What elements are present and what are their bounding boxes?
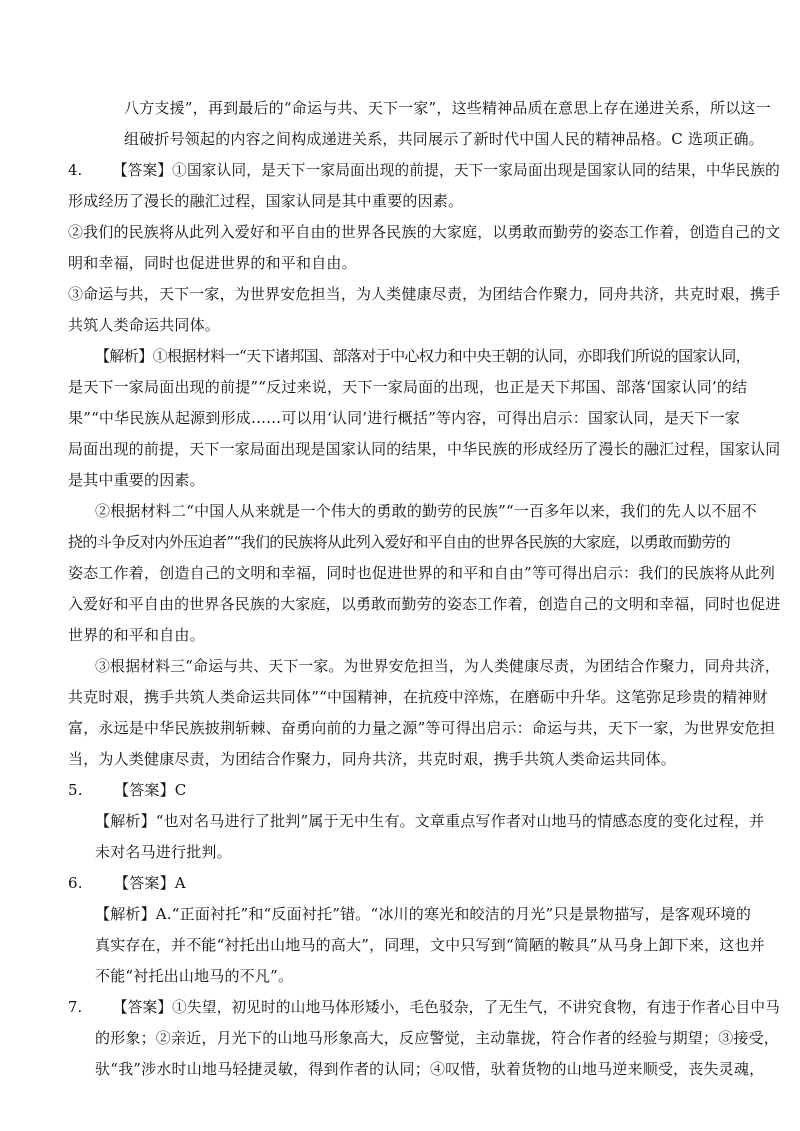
answer-text: 【答案】①失望，初见时的山地马体形矮小，毛色驳杂，了无生气，不讲究食物，有违于作者心目中马 — [112, 998, 780, 1016]
answer-text: 【答案】A — [114, 874, 186, 892]
text-line: 明和幸福，同时也促进世界的和平和自由。 — [68, 254, 357, 272]
question-number: 7. — [68, 998, 83, 1016]
analysis-text: 【解析】①根据材料一“天下诸邦国、部落对于中心权力和中央王朝的认同，亦即我们所说的国家认同， — [95, 347, 751, 365]
text-line: 挠的斗争反对内外压迫者”“我们的民族将从此列入爱好和平自由的世界各民族的大家庭，以勇敢而勤劳的 — [68, 533, 731, 551]
text-line: 果”“中华民族从起源到形成……可以用‘认同’进行概括”等内容，可得出启示：国家认同，是天下一家 — [68, 409, 740, 427]
text-line: 的形象；②亲近，月光下的山地马形象高大，反应警觉，主动靠拢，符合作者的经验与期望；③接受， — [95, 1029, 780, 1047]
question-5-line — [68, 780, 186, 800]
answer-text: 【答案】C — [114, 781, 187, 799]
question-6-line — [68, 873, 186, 893]
text-line: 八方支援”，再到最后的“命运与共、天下一家”，这些精神品质在意思上存在递进关系，所以这一 — [124, 99, 771, 117]
text-line: 是天下一家局面出现的前提”“反过来说，天下一家局面的出现，也正是天下邦国、部落‘国家认同’的结 — [68, 378, 748, 396]
question-number: 6. — [68, 874, 83, 892]
text-line: 形成经历了漫长的融汇过程，国家认同是其中重要的因素。 — [68, 192, 464, 210]
analysis-text: 【解析】“也对名马进行了批判”属于无中生有。文章重点写作者对山地马的情感态度的变化过程，并 — [95, 812, 765, 830]
question-number: 4. — [68, 161, 83, 179]
text-line: 局面出现的前提，天下一家局面出现是国家认同的结果，中华民族的形成经历了漫长的融汇过程，国家认同 — [68, 440, 781, 458]
question-7-line — [68, 997, 780, 1017]
answer-text: 【答案】①国家认同，是天下一家局面出现的前提，天下一家局面出现是国家认同的结果，中华民族的 — [112, 161, 780, 179]
question-4-line — [68, 160, 780, 180]
text-line: 入爱好和平自由的世界各民族的大家庭，以勇敢而勤劳的姿态工作着，创造自己的文明和幸福，同时也促进 — [68, 595, 781, 613]
text-line: ③命运与共，天下一家，为世界安危担当，为人类健康尽责，为团结合作聚力，同舟共济，共克时艰，携手 — [68, 285, 781, 303]
text-line: 世界的和平和自由。 — [68, 626, 205, 644]
analysis-text: 【解析】A.“正面衬托”和“反面衬托”错。“冰川的寒光和皎洁的月光”只是景物描写，是客观环境的 — [95, 905, 752, 923]
question-number: 5. — [68, 781, 83, 799]
text-line: 真实存在，并不能“衬托出山地马的高大”，同理，文中只写到“简陋的鞍具”从马身上卸下来，这也并 — [95, 936, 765, 954]
text-line: 未对名马进行批判。 — [95, 843, 232, 861]
text-line: ②根据材料二“中国人从来就是一个伟大的勇敢的勤劳的民族”“一百多年以来，我们的先人以不屈不 — [95, 502, 758, 520]
text-line: 不能“衬托出山地马的不凡”。 — [95, 967, 294, 985]
text-line: 共筑人类命运共同体。 — [68, 316, 221, 334]
text-line: 驮“我”涉水时山地马轻捷灵敏，得到作者的认同；④叹惜，驮着货物的山地马逆来顺受，丧失灵魂， — [95, 1060, 765, 1078]
text-line: 富，永远是中华民族披荆斩棘、奋勇向前的力量之源”等可得出启示：命运与共，天下一家，为世界安危担 — [68, 719, 776, 737]
text-line: ③根据材料三“命运与共、天下一家。为世界安危担当，为人类健康尽责，为团结合作聚力，同舟共济， — [95, 657, 780, 675]
text-line: 组破折号领起的内容之间构成递进关系，共同展示了新时代中国人民的精神品格。C 选项正确。 — [124, 130, 764, 148]
text-line: 是其中重要的因素。 — [68, 471, 205, 489]
text-line: 姿态工作着，创造自己的文明和幸福，同时也促进世界的和平和自由”等可得出启示：我们的民族将从此列 — [68, 564, 776, 582]
text-line: 共克时艰，携手共筑人类命运共同体”“中国精神，在抗疫中淬炼，在磨砺中升华。这笔弥足珍贵的精神财 — [68, 688, 768, 706]
text-line: ②我们的民族将从此列入爱好和平自由的世界各民族的大家庭，以勇敢而勤劳的姿态工作着，创造自己的文 — [68, 223, 781, 241]
text-line: 当，为人类健康尽责，为团结合作聚力，同舟共济，共克时艰，携手共筑人类命运共同体。 — [68, 750, 677, 768]
